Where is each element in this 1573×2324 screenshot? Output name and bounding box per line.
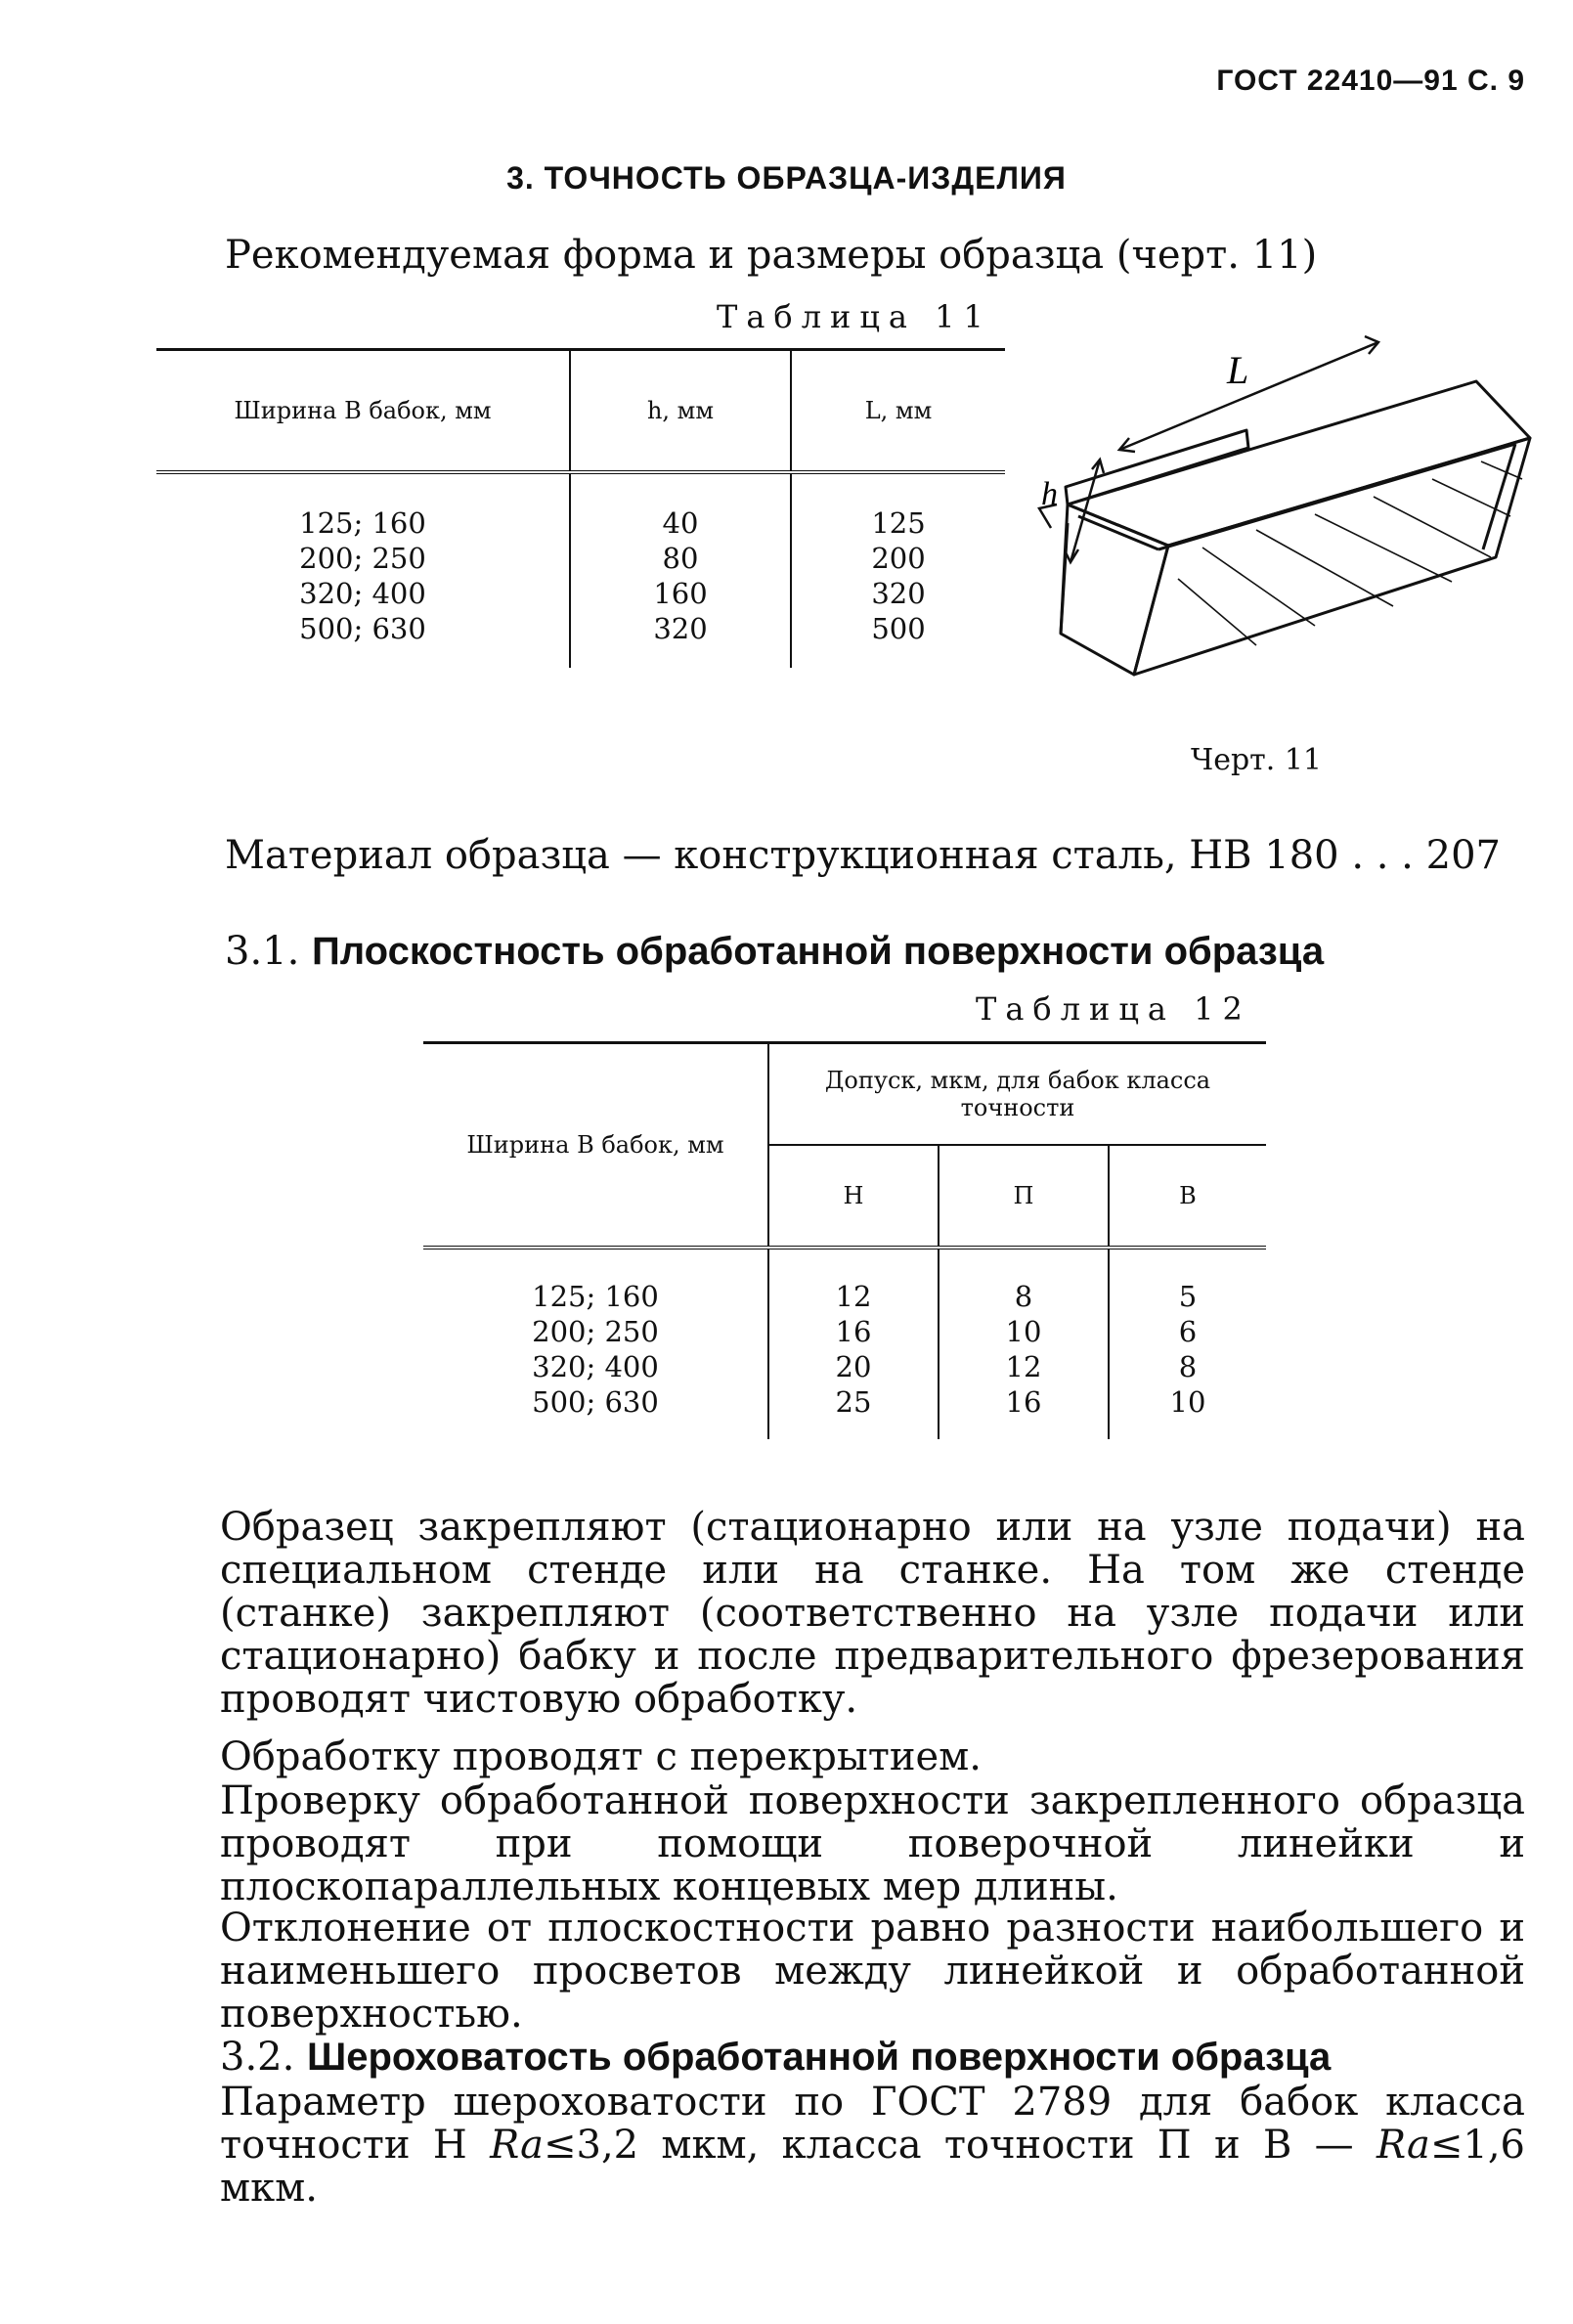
table-header-row [423, 1043, 1266, 1146]
table-header-row [156, 350, 1005, 473]
col-width [156, 472, 570, 668]
header-class-V: В [1109, 1145, 1266, 1248]
cell: 5 [1178, 1280, 1198, 1313]
ra-symbol: Ra [490, 2123, 544, 2168]
table-12 [423, 1041, 1266, 1439]
edge-line [1078, 516, 1158, 549]
cell: 125 [871, 506, 926, 540]
paragraph: Отклонение от плоскостности равно разности наибольшего и наименьшего просветов между линейкой и обработанной поверхностью. [220, 1906, 1525, 2037]
dimension-L [1119, 342, 1378, 450]
cell: 500; 630 [299, 612, 426, 645]
cell: 125; 160 [532, 1280, 659, 1313]
cell: 8 [1178, 1350, 1198, 1383]
subsection-3-1 [225, 929, 1324, 974]
section-title: 3. ТОЧНОСТЬ ОБРАЗЦА-ИЗДЕЛИЯ [506, 160, 1067, 196]
table11-caption: Таблица 11 [717, 298, 992, 335]
edge-line [1061, 523, 1068, 634]
roughness-paragraph [220, 2081, 1525, 2210]
table-body-row [423, 1248, 1266, 1439]
cell: 16 [1005, 1385, 1042, 1419]
subsection-3-2 [220, 2036, 1331, 2079]
hatch-line [1178, 579, 1256, 645]
cell: 20 [835, 1350, 872, 1383]
subsection-number: 3.1. [225, 929, 300, 974]
header-class-H: Н [768, 1145, 939, 1248]
hatch-line [1315, 514, 1452, 582]
cell: 12 [1005, 1350, 1042, 1383]
header-width: Ширина B бабок, мм [234, 397, 492, 424]
roughness-text: ≤3,2 мкм, класса точности П и В — [543, 2123, 1376, 2168]
col-h [570, 472, 791, 668]
cell: 80 [662, 542, 699, 575]
header-tolerance: Допуск, мкм, для бабок класса точности [768, 1043, 1266, 1146]
cell: 12 [835, 1280, 872, 1313]
roughness-text: Параметр шероховатости по ГОСТ 2789 для бабок класса точности Н [220, 2080, 1525, 2168]
cell: 6 [1178, 1315, 1198, 1348]
cell: 10 [1169, 1385, 1206, 1419]
col-L [791, 472, 1005, 668]
front-face [1134, 438, 1530, 675]
paragraph: Проверку обработанной поверхности закрепленного образца проводят при помощи поверочной линейки и плоскопараллельных концевых мер длины. [220, 1778, 1525, 1909]
cell: 160 [653, 577, 708, 610]
paragraph: Обработку проводят с перекрытием. [220, 1734, 982, 1779]
cell: 10 [1005, 1315, 1042, 1348]
cell: 8 [1014, 1280, 1033, 1313]
cell: 200 [871, 542, 926, 575]
table12-caption: Таблица 12 [976, 990, 1251, 1028]
cell: 500; 630 [532, 1385, 659, 1419]
specimen-drawing [1022, 323, 1550, 733]
cell: 320; 400 [299, 577, 426, 610]
cell: 200; 250 [532, 1315, 659, 1348]
hatch-line [1256, 530, 1393, 606]
roughness-text: ≤1,6 мкм. [220, 2123, 1525, 2211]
subsection-title: Плоскостность обработанной поверхности образца [312, 930, 1325, 973]
cell: 320; 400 [532, 1350, 659, 1383]
cell: 16 [835, 1315, 872, 1348]
col-width [423, 1248, 768, 1439]
edge-line [1483, 444, 1515, 549]
header-h: h, мм [570, 350, 791, 473]
cell: 40 [662, 506, 699, 540]
subsection-title: Шероховатость обработанной поверхности образца [307, 2036, 1332, 2079]
col-P [939, 1248, 1109, 1439]
page-header: ГОСТ 22410—91 С. 9 [1216, 65, 1525, 97]
header-width: Ширина B бабок, мм [466, 1131, 724, 1159]
subsection-number: 3.2. [220, 2035, 295, 2080]
header-class-P: П [939, 1145, 1109, 1248]
cell: 500 [871, 612, 926, 645]
table-body-row [156, 472, 1005, 668]
intro-text: Рекомендуемая форма и размеры образца (черт. 11) [225, 233, 1318, 278]
cell: 320 [871, 577, 926, 610]
label-h: h [1041, 476, 1058, 512]
hatch-line [1481, 461, 1522, 479]
col-H [768, 1248, 939, 1439]
cell: 320 [653, 612, 708, 645]
cell: 200; 250 [299, 542, 426, 575]
label-L: L [1227, 348, 1249, 392]
paragraph: Образец закрепляют (стационарно или на узле подачи) на специальном стенде или на станке. На том же стенде (станке) закрепляют (соответственно на узле подачи или стационарно) бабку и после предварительного фрезерования проводят чистовую обработку. [220, 1505, 1525, 1722]
cell: 125; 160 [299, 506, 426, 540]
dimension-h [1071, 460, 1100, 562]
material-text: Материал образца — конструкционная сталь, НВ 180 . . . 207 [225, 833, 1501, 878]
hatching [1178, 461, 1522, 645]
cell: 25 [835, 1385, 872, 1419]
ra-symbol: Ra [1376, 2123, 1430, 2168]
figure-caption: Черт. 11 [1191, 743, 1322, 777]
col-V [1109, 1248, 1266, 1439]
hatch-line [1374, 497, 1491, 557]
header-L: L, мм [791, 350, 1005, 473]
table-11 [156, 348, 1005, 668]
